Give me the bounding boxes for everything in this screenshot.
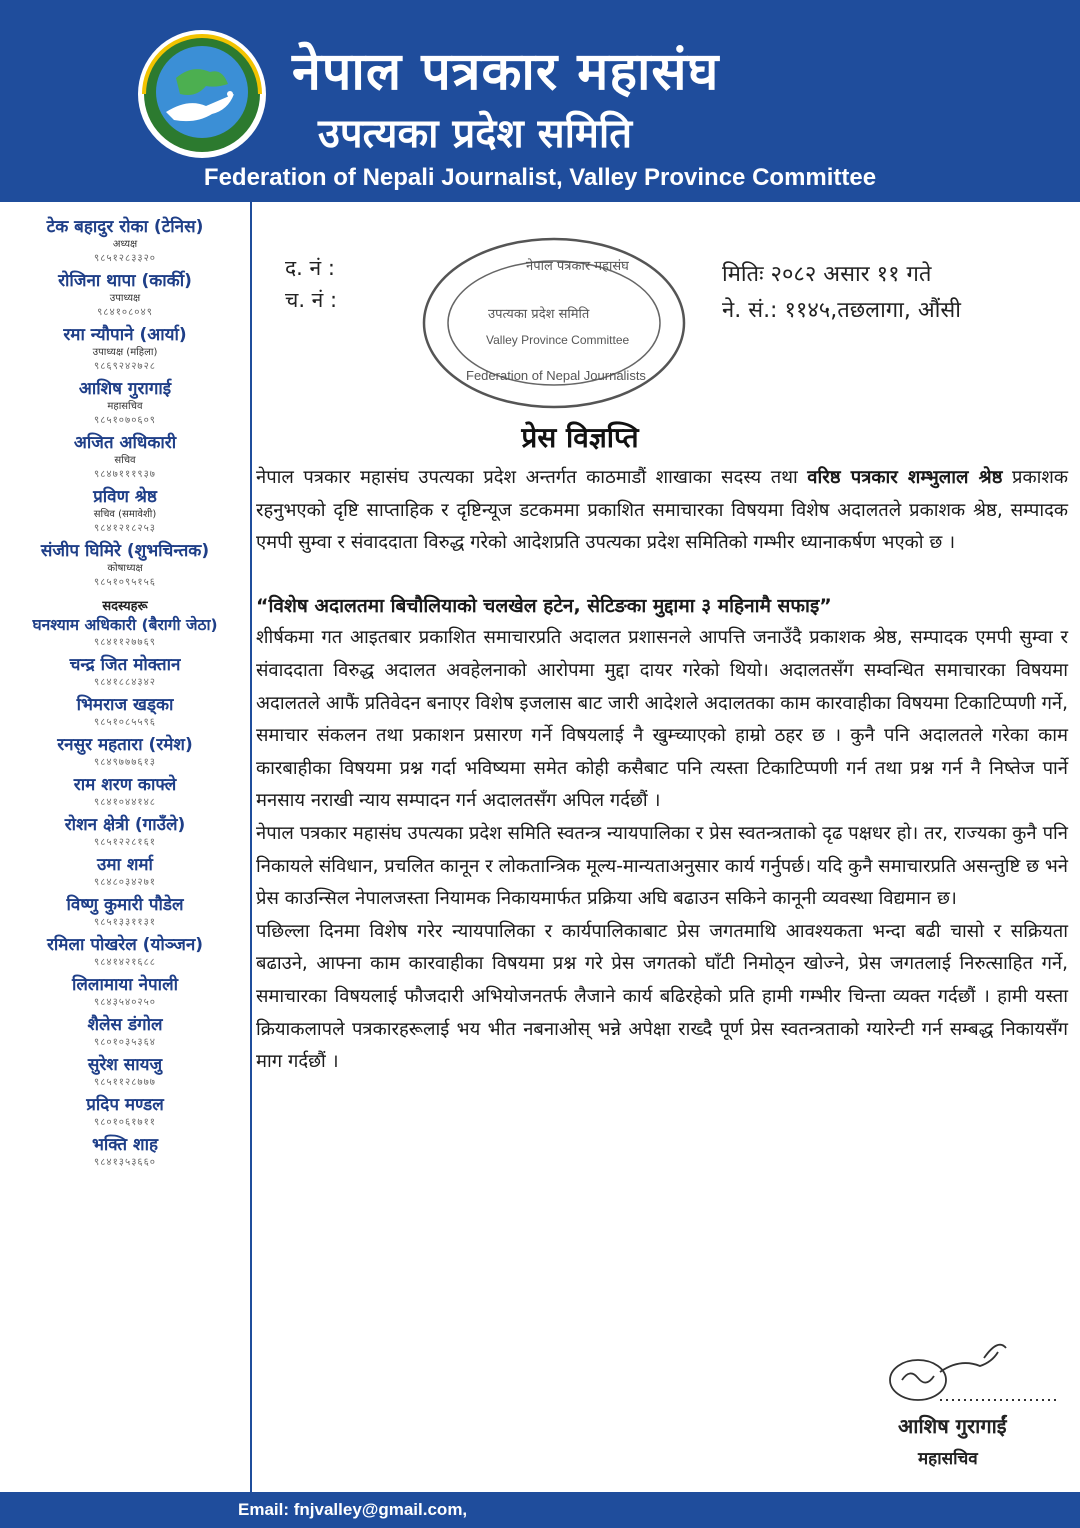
member-phone: ९८५१२२८१६१ (94, 837, 156, 848)
member-phone: ९८४१०४४१४८ (94, 797, 156, 808)
member-name: भिमराज खड्का (76, 695, 174, 715)
member-name: विष्णु कुमारी पौडेल (66, 895, 184, 915)
member-phone: ९८४११२७७६९ (94, 637, 156, 648)
general-member-entry (0, 894, 250, 930)
signatory-title: महासचिव (918, 1449, 978, 1469)
general-member-entry (0, 654, 250, 690)
letterhead-banner (0, 0, 1080, 202)
member-phone: ९८०१०६१७११ (94, 1117, 156, 1128)
member-phone: ९८४१४२१६८८ (94, 957, 156, 968)
registration-number: द. नं : (285, 256, 335, 280)
general-member-entry (0, 614, 250, 650)
stamp-line-4: Federation of Nepal Journalists (466, 368, 646, 383)
member-entry (0, 486, 250, 536)
member-phone: ९८५११२८७७७ (94, 1077, 156, 1088)
member-phone: ९८४७१११९३७ (94, 469, 156, 480)
member-phone: ९८५१०७०६०९ (94, 415, 156, 426)
general-member-entry (0, 774, 250, 810)
federation-title-en: Federation of Nepali Journalist, Valley Province Committee (203, 164, 877, 191)
member-phone: ९८४३५४०२५० (94, 997, 156, 1008)
member-entry (0, 540, 250, 590)
contact-email: Email: fnjvalley@gmail.com, (238, 1500, 468, 1519)
member-phone: ९८५१०९५१५६ (94, 577, 156, 588)
member-name: अजित अधिकारी (73, 433, 177, 453)
news-headline: “विशेष अदालतमा बिचौलियाको चलखेल हटेन, सेटिङका मुद्दामा ३ महिनामै सफाइ” (256, 594, 832, 617)
general-member-entry (0, 1014, 250, 1050)
general-member-entry (0, 974, 250, 1010)
member-entry (0, 270, 250, 320)
member-name: घनश्याम अधिकारी (बैरागी जेठा) (32, 616, 218, 634)
general-member-entry (0, 934, 250, 970)
member-phone: ९८४९७७७६१३ (94, 757, 156, 768)
paragraph-1-text-cont: प्रकाशक रहनुभएको दृष्टि साप्ताहिक र दृष्टिन्यूज डटकममा प्रकाशित समाचारका विषयमा विशेष अदालतले प्रकाशक श्रेष्ठ, सम्पादक एमपी सुम्वा र संवाददाता विरुद्ध गरेको आदेशप्रति उपत्यका प्रदेश समितिको गम्भीर ध्यानाकर्षण भएको छ । (256, 467, 1068, 554)
member-phone: ९८४१८८४३४२ (94, 677, 156, 688)
stamp-line-2: उपत्यका प्रदेश समिति (488, 307, 590, 322)
general-member-entry (0, 854, 250, 890)
member-role: कोषाध्यक्ष (107, 563, 143, 574)
general-member-entry (0, 1054, 250, 1090)
general-member-entry (0, 734, 250, 770)
member-name: रमा न्यौपाने (आर्या) (63, 325, 187, 345)
general-member-entry (0, 1134, 250, 1170)
member-name: उमा शर्मा (97, 855, 153, 875)
member-phone: ९८५१२८३३२० (94, 253, 156, 264)
member-role: महासचिव (107, 401, 143, 412)
sidebar-divider (250, 202, 252, 1492)
member-phone: ९८४८०३४२७१ (94, 877, 156, 888)
member-name: प्रविण श्रेष्ठ (93, 487, 157, 507)
paragraph-2: शीर्षकमा गत आइतबार प्रकाशित समाचारप्रति अदालत प्रशासनले आपत्ति जनाउँदै प्रकाशक श्रेष्ठ, सम्पादक एमपी सुम्वा र संवाददाता विरुद्ध अदालत अवहेलनाको आरोपमा मुद्दा दायर गरेको थियो। अदालतसँग सम्वन्धित समाचारका विषयमा अदालतले आफैं प्रतिवेदन बनाएर विशेष इजलास बाट जारी आदेशले अदालतका काम कारवाहीका विषयमा टिकाटिप्पणी गर्ने, समाचार संकलन तथा प्रकाशन प्रसारण गर्ने विषयलाई नै खुम्च्याएको हाम्रो ठहर छ । कुनै पनि अदालतले गरेका काम कारबाहीका विषयमा प्रश्न गर्दा भविष्यमा समेत कोही कसैबाट पनि त्यस्ता टिकाटिप्पणी गर्न तथा प्रश्न गर्न नै निष्तेज पार्ने मनसाय नराखी न्याय सम्पादन गर्न अदालतसँग अपिल गर्दछौं । (256, 627, 1068, 812)
member-phone: ९८४१३५३६६० (94, 1157, 156, 1168)
footer-bar (0, 1492, 1080, 1528)
member-name: लिलामाया नेपाली (71, 975, 179, 995)
member-phone: ९८६९२४२७२८ (94, 361, 156, 372)
member-name: रमिला पोखरेल (योञ्जन) (46, 935, 204, 955)
paragraph-1-text: नेपाल पत्रकार महासंघ उपत्यका प्रदेश अन्तर्गत काठमाडौं शाखाका सदस्य तथा (256, 467, 808, 488)
member-name: शैलेस डंगोल (87, 1015, 163, 1035)
stamp-line-3: Valley Province Committee (486, 333, 630, 347)
press-release-body (256, 462, 1068, 1079)
member-phone: ९८४१२१८२५३ (94, 523, 156, 534)
member-role: सचिव (114, 455, 136, 466)
committee-members-sidebar (0, 202, 250, 1492)
member-role: अध्यक्ष (112, 239, 138, 250)
nepal-sambat-date: ने. सं.: ११४५,तछलागा, औंसी (722, 298, 961, 323)
member-name: चन्द्र जित मोक्तान (69, 655, 181, 675)
member-role: उपाध्यक्ष (महिला) (92, 347, 158, 358)
general-member-entry (0, 1094, 250, 1130)
senior-journalist-name: वरिष्ठ पत्रकार शम्भुलाल श्रेष्ठ (807, 467, 1003, 488)
member-name: टेक बहादुर रोका (टेनिस) (46, 217, 204, 237)
federation-title-np: नेपाल पत्रकार महासंघ (292, 42, 720, 102)
member-name: आशिष गुरागाई (78, 379, 172, 399)
member-name: रोशन क्षेत्री (गाउँले) (64, 815, 186, 835)
paragraph-3: नेपाल पत्रकार महासंघ उपत्यका प्रदेश समिति स्वतन्त्र न्यायपालिका र प्रेस स्वतन्त्रताको दृढ पक्षधर हो। तर, राज्यका कुनै पनि निकायले संविधान, प्रचलित कानून र लोकतान्त्रिक मूल्य-मान्यताअनुसार कार्य गर्नुपर्छ। यदि कुनै समाचारप्रति असन्तुष्टि छ भने प्रेस काउन्सिल नेपालजस्ता नियामक निकायमार्फत प्रक्रिया अघि बढाउन सकिने कानूनी व्यवस्था विद्यमान छ। (256, 822, 1068, 910)
member-name: संजीप घिमिरे (शुभचिन्तक) (40, 541, 210, 561)
member-role: उपाध्यक्ष (109, 293, 141, 304)
paragraph-4: पछिल्ला दिनमा विशेष गरेर न्यायपालिका र कार्यपालिकाबाट प्रेस जगतमाथि आवश्यकता भन्दा बढी चासो र सक्रियता बढाउने, आफ्ना काम कारवाहीका विषयमा प्रश्न गरे प्रेस जगतको घाँटी निमोठ्न खोज्ने, प्रेस जगतलाई निरुत्साहित गर्ने, समाचारका विषयलाई फौजदारी अभियोजनतर्फ लैजाने कार्य बढिरहेको प्रति हामी गम्भीर चिन्ता व्यक्त गर्दछौं । हामी यस्ता क्रियाकलापले पत्रकारहरूलाई भय भीत नबनाओस् भन्ने अपेक्षा राख्दै पूर्ण प्रेस स्वतन्त्रताको ग्यारेन्टी गर्न सम्बद्ध निकायसँग माग गर्दछौं । (256, 920, 1068, 1073)
member-name: राम शरण काफ्ले (73, 775, 177, 795)
stamp-line-1: नेपाल पत्रकार महासंघ (526, 259, 629, 274)
member-name: रोजिना थापा (कार्की) (58, 271, 192, 291)
paragraph-1 (256, 462, 1068, 560)
general-member-entry (0, 694, 250, 730)
member-phone: ९८०१०३५३६४ (94, 1037, 156, 1048)
members-heading: सदस्यहरू (102, 599, 148, 614)
member-name: रनसुर महतारा (रमेश) (57, 735, 193, 755)
general-member-entry (0, 814, 250, 850)
letter-date: मितिः २०८२ असार ११ गते (722, 262, 932, 287)
committee-title-np: उपत्यका प्रदेश समिति (318, 111, 633, 157)
member-name: प्रदिप मण्डल (86, 1095, 164, 1115)
member-phone: ९८५१०८५५९६ (94, 717, 156, 728)
office-stamp-icon (418, 232, 690, 414)
member-name: सुरेश सायजु (87, 1055, 163, 1075)
dispatch-number: च. नं : (285, 288, 338, 312)
member-entry (0, 216, 250, 266)
member-role: सचिव (समावेशी) (93, 509, 157, 520)
federation-logo-icon (136, 28, 268, 160)
member-entry (0, 324, 250, 374)
signatory-name: आशिष गुरागाईं (898, 1414, 1007, 1438)
member-phone: ९८५१३३११३१ (94, 917, 156, 928)
member-name: भक्ति शाह (91, 1135, 159, 1155)
press-release-title: प्रेस विज्ञप्ति (521, 421, 639, 454)
member-phone: ९८४१०८०४९ (97, 307, 153, 318)
